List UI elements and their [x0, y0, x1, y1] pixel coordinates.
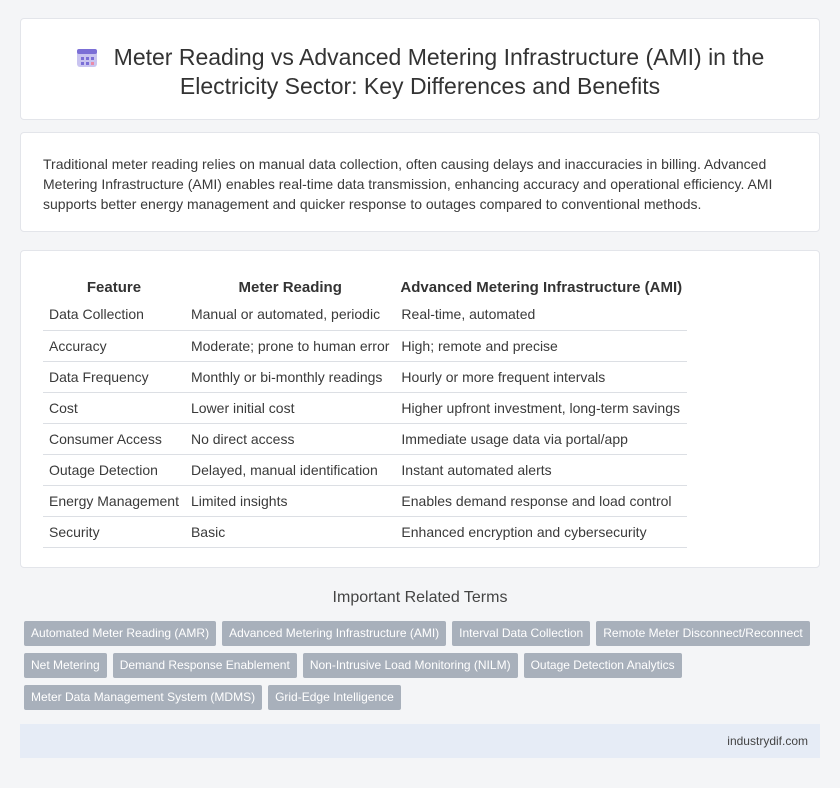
- tag-row: [24, 653, 824, 685]
- cell-meter-reading: Basic: [185, 516, 395, 547]
- tag-mdms[interactable]: Meter Data Management System (MDMS): [24, 685, 262, 710]
- cell-feature: Outage Detection: [43, 454, 185, 485]
- intro-card: [20, 132, 820, 232]
- cell-meter-reading: Delayed, manual identification: [185, 454, 395, 485]
- tag-ami[interactable]: Advanced Metering Infrastructure (AMI): [222, 621, 446, 646]
- cell-meter-reading: No direct access: [185, 423, 395, 454]
- cell-meter-reading: Lower initial cost: [185, 392, 395, 423]
- comparison-table: [43, 275, 687, 548]
- tag-interval-data[interactable]: Interval Data Collection: [452, 621, 590, 646]
- tag-net-metering[interactable]: Net Metering: [24, 653, 107, 678]
- header-ami: Advanced Metering Infrastructure (AMI): [400, 279, 683, 296]
- cell-ami: Hourly or more frequent intervals: [395, 361, 687, 392]
- cell-feature: Data Frequency: [43, 361, 185, 392]
- header-feature: Feature: [86, 279, 142, 296]
- cell-feature: Accuracy: [43, 330, 185, 361]
- table-row: [43, 454, 687, 485]
- table-row: [43, 485, 687, 516]
- intro-paragraph: Traditional meter reading relies on manual data collection, often causing delays and inaccuracies in billing. Advanced Metering Infrastructure (AMI) enables real-time data transmission, enhancing accuracy and operational efficiency. AMI supports better energy management and quicker response to outages compared to conventional methods.: [43, 156, 773, 212]
- table-row: [43, 392, 687, 423]
- cell-feature: Energy Management: [43, 485, 185, 516]
- cell-meter-reading: Monthly or bi-monthly readings: [185, 361, 395, 392]
- tag-remote-disconnect[interactable]: Remote Meter Disconnect/Reconnect: [596, 621, 809, 646]
- tag-row: [24, 621, 824, 653]
- tag-outage-analytics[interactable]: Outage Detection Analytics: [524, 653, 682, 678]
- table-row: [43, 330, 687, 361]
- tag-grid-edge[interactable]: Grid-Edge Intelligence: [268, 685, 401, 710]
- tag-amr[interactable]: Automated Meter Reading (AMR): [24, 621, 216, 646]
- cell-meter-reading: Limited insights: [185, 485, 395, 516]
- cell-ami: Enhanced encryption and cybersecurity: [395, 516, 687, 547]
- cell-feature: Consumer Access: [43, 423, 185, 454]
- cell-ami: Instant automated alerts: [395, 454, 687, 485]
- cell-feature: Data Collection: [43, 299, 185, 330]
- cell-ami: High; remote and precise: [395, 330, 687, 361]
- header-card: [20, 18, 820, 120]
- cell-ami: Real-time, automated: [395, 299, 687, 330]
- calendar-icon: [76, 46, 98, 68]
- table-row: [43, 423, 687, 454]
- footer: [20, 724, 820, 758]
- cell-ami: Enables demand response and load control: [395, 485, 687, 516]
- cell-meter-reading: Manual or automated, periodic: [185, 299, 395, 330]
- cell-ami: Immediate usage data via portal/app: [395, 423, 687, 454]
- header-meter-reading: Meter Reading: [238, 279, 342, 296]
- tag-demand-response[interactable]: Demand Response Enablement: [113, 653, 297, 678]
- title-line-1: Meter Reading vs Advanced Metering Infrastructure (AMI) in the: [113, 44, 765, 70]
- tag-row: [24, 685, 824, 717]
- related-terms-tags: [24, 621, 824, 717]
- table-row: [43, 299, 687, 330]
- cell-feature: Cost: [43, 392, 185, 423]
- table-row: [43, 361, 687, 392]
- tag-nilm[interactable]: Non-Intrusive Load Monitoring (NILM): [303, 653, 518, 678]
- title-line-2: Electricity Sector: Key Differences and Benefits: [179, 73, 661, 99]
- cell-meter-reading: Moderate; prone to human error: [185, 330, 395, 361]
- related-terms-title: Important Related Terms: [332, 589, 508, 606]
- cell-ami: Higher upfront investment, long-term savings: [395, 392, 687, 423]
- table-row: [43, 516, 687, 547]
- footer-site-link[interactable]: industrydif.com: [727, 734, 808, 748]
- comparison-card: [20, 250, 820, 568]
- table-body: [43, 299, 687, 547]
- cell-feature: Security: [43, 516, 185, 547]
- page-title: [21, 43, 819, 101]
- table-header-row: [43, 275, 687, 299]
